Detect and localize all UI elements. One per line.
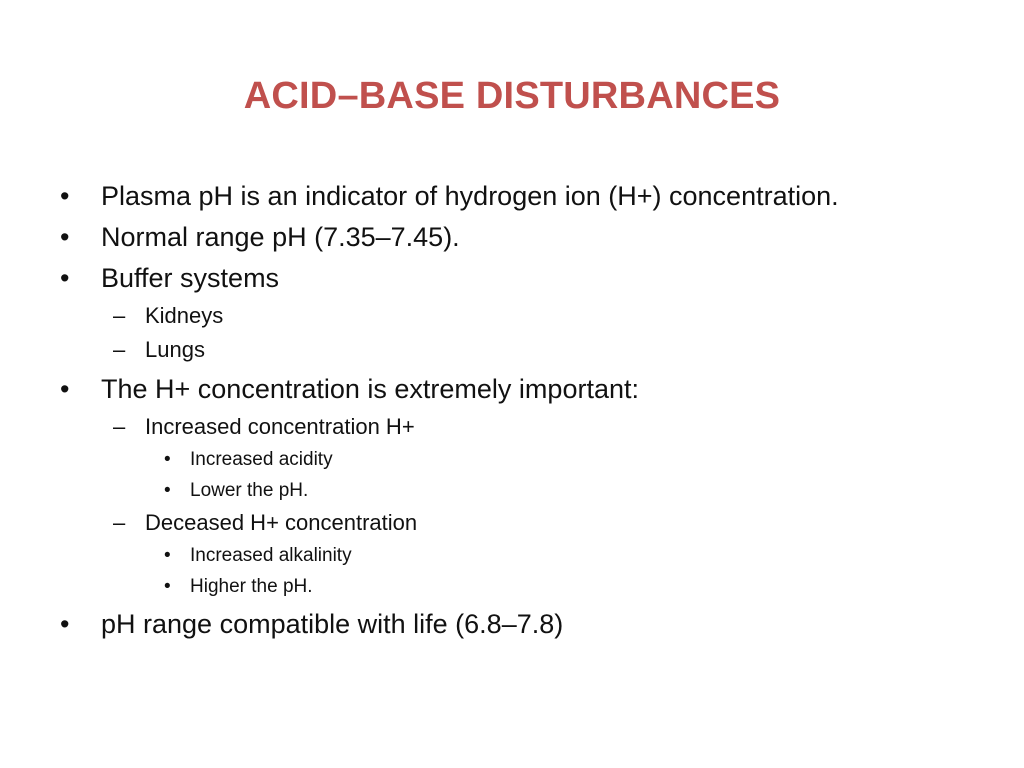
bullet-icon: • <box>164 449 171 470</box>
sub-sub-bullet-text: Increased alkalinity <box>190 545 352 566</box>
bullet-item <box>60 369 1000 410</box>
bullet-item <box>60 604 1000 645</box>
bullet-icon: • <box>60 609 70 639</box>
sub-bullet-item <box>60 333 1000 367</box>
sub-sub-bullet-item <box>60 540 1000 571</box>
bullet-icon: • <box>60 222 70 252</box>
sub-bullet-item <box>60 299 1000 333</box>
sub-bullet-text: Increased concentration H+ <box>145 414 415 439</box>
sub-sub-bullet-item <box>60 444 1000 475</box>
slide-title: ACID–BASE DISTURBANCES <box>243 75 781 117</box>
bullet-icon: • <box>60 374 70 404</box>
bullet-icon: • <box>60 263 70 293</box>
bullet-item <box>60 176 1000 217</box>
sub-sub-bullet-text: Lower the pH. <box>190 480 309 501</box>
dash-icon: – <box>113 510 126 535</box>
bullet-icon: • <box>164 480 171 501</box>
bullet-text: pH range compatible with life (6.8–7.8) <box>101 609 564 639</box>
dash-icon: – <box>113 337 126 362</box>
bullet-item <box>60 258 1000 299</box>
dash-icon: – <box>113 414 126 439</box>
dash-icon: – <box>113 303 126 328</box>
slide-body <box>60 176 1000 645</box>
sub-sub-bullet-text: Higher the pH. <box>190 576 313 597</box>
sub-sub-bullet-item <box>60 475 1000 506</box>
bullet-icon: • <box>60 181 70 211</box>
sub-bullet-text: Lungs <box>145 337 205 362</box>
bullet-item <box>60 217 1000 258</box>
bullet-icon: • <box>164 576 171 597</box>
bullet-text: Normal range pH (7.35–7.45). <box>101 222 460 252</box>
sub-bullet-item <box>60 506 1000 540</box>
sub-bullet-item <box>60 410 1000 444</box>
sub-bullet-text: Kidneys <box>145 303 224 328</box>
bullet-icon: • <box>164 545 171 566</box>
bullet-text: The H+ concentration is extremely important: <box>101 374 639 404</box>
sub-sub-bullet-text: Increased acidity <box>190 449 333 470</box>
sub-sub-bullet-item <box>60 571 1000 602</box>
sub-bullet-text: Deceased H+ concentration <box>145 510 418 535</box>
bullet-text: Plasma pH is an indicator of hydrogen ion (H+) concentration. <box>101 181 839 211</box>
bullet-text: Buffer systems <box>101 263 280 293</box>
